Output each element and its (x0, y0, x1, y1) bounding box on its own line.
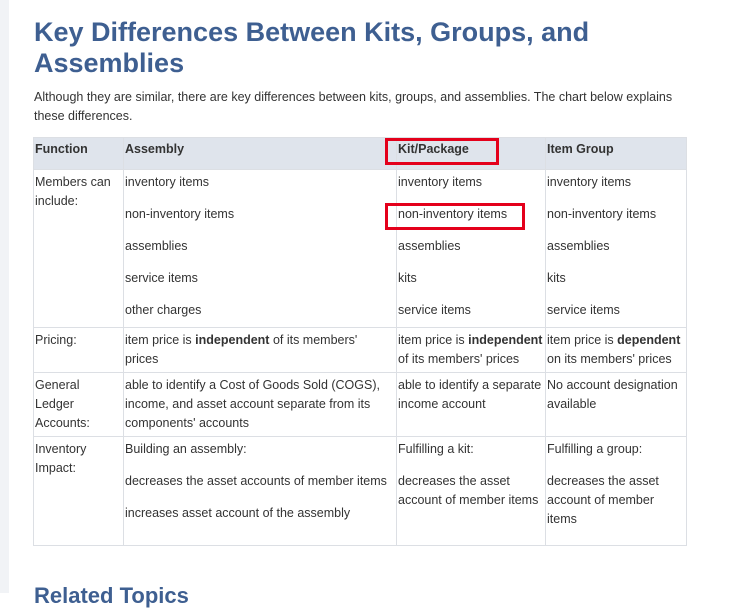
list-item: kits (398, 271, 417, 285)
list-item: assemblies (398, 239, 461, 253)
list-item: decreases the asset account of member items (398, 474, 539, 507)
list-item: increases asset account of the assembly (125, 506, 351, 520)
table-header-row (34, 138, 687, 170)
inventory-assembly-cell (124, 437, 397, 546)
header-function: Function (34, 138, 124, 170)
list-item: service items (398, 303, 471, 317)
differences-table (33, 137, 687, 546)
pricing-kit-cell: item price is independent of its members' prices (397, 328, 546, 373)
members-assembly-cell (124, 170, 397, 328)
table-row-inventory-impact (34, 437, 687, 546)
list-item: non-inventory items (398, 207, 508, 221)
inventory-group-cell (546, 437, 687, 546)
pricing-group-cell: item price is dependent on its members' prices (546, 328, 687, 373)
row-label-inventory-impact: Inventory Impact: (34, 437, 124, 546)
header-assembly: Assembly (124, 138, 397, 170)
list-item: Fulfilling a group: (547, 442, 643, 456)
row-label-gl-accounts: General Ledger Accounts: (34, 373, 124, 437)
list-item: Fulfilling a kit: (398, 442, 474, 456)
row-label-members: Members can include: (34, 170, 124, 328)
list-item: service items (547, 303, 620, 317)
list-item: kits (547, 271, 566, 285)
table-row-gl-accounts (34, 373, 687, 437)
list-item: inventory items (398, 175, 483, 189)
table-row-pricing (34, 328, 687, 373)
table-row-members (34, 170, 687, 328)
list-item: assemblies (547, 239, 610, 253)
page-title: Key Differences Between Kits, Groups, and Assemblies (34, 17, 590, 78)
list-item: non-inventory items (125, 207, 235, 221)
members-kit-cell (397, 170, 546, 328)
list-item: decreases the asset account of member items (547, 474, 659, 526)
list-item: non-inventory items (547, 207, 657, 221)
gl-assembly-cell: able to identify a Cost of Goods Sold (COGS), income, and asset account separate from its components' accounts (124, 373, 397, 437)
list-item: decreases the asset accounts of member items (125, 474, 387, 488)
inventory-kit-cell (397, 437, 546, 546)
intro-paragraph: Although they are similar, there are key differences between kits, groups, and assemblies. The chart below explains these differences. (34, 90, 673, 123)
gl-kit-cell: able to identify a separate income account (397, 373, 546, 437)
list-item: inventory items (125, 175, 210, 189)
list-item: other charges (125, 303, 202, 317)
header-item-group: Item Group (546, 138, 687, 170)
header-kit-package: Kit/Package (397, 138, 546, 170)
list-item: Building an assembly: (125, 442, 247, 456)
members-group-cell (546, 170, 687, 328)
left-margin-strip (0, 0, 9, 593)
row-label-pricing: Pricing: (34, 328, 124, 373)
list-item: service items (125, 271, 198, 285)
related-topics-heading: Related Topics (34, 583, 189, 608)
list-item: inventory items (547, 175, 632, 189)
gl-group-cell: No account designation available (546, 373, 687, 437)
pricing-assembly-cell: item price is independent of its members' prices (124, 328, 397, 373)
list-item: assemblies (125, 239, 188, 253)
